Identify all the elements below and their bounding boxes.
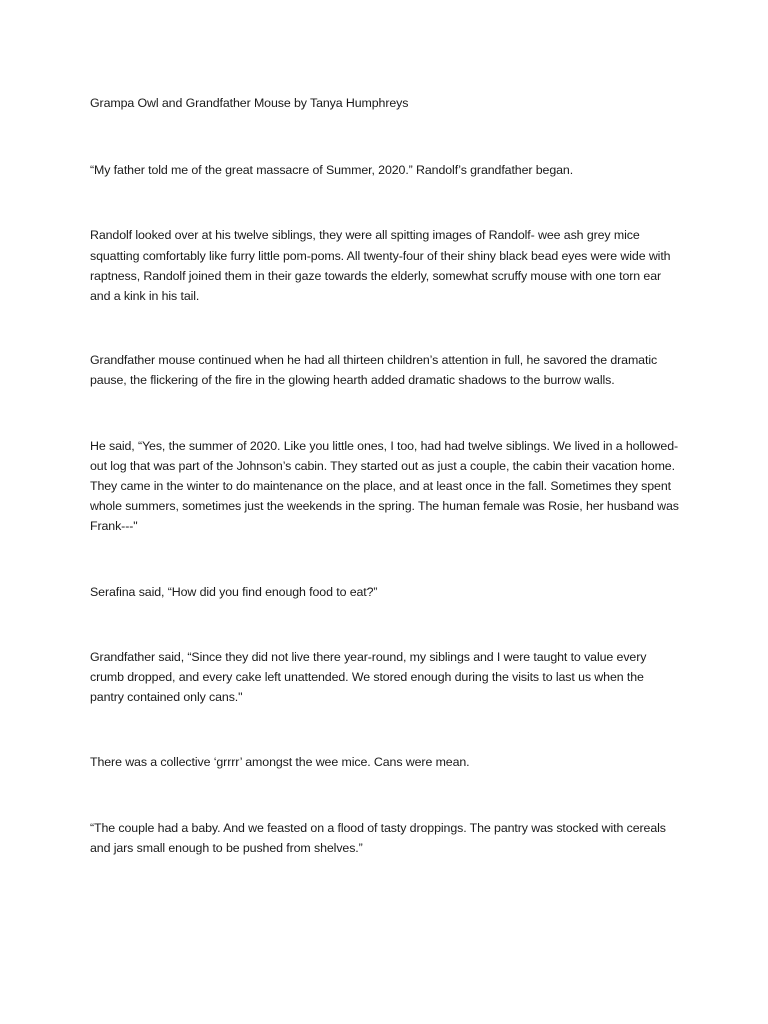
paragraph-1: “My father told me of the great massacre of Summer, 2020.” Randolf’s grandfather began. [90,163,574,178]
paragraph-4: He said, “Yes, the summer of 2020. Like you little ones, I too, had had twelve siblings. We lived in a hollowed-out log that was part of the Johnson’s cabin. They started out as just a couple, the cabin their vacation home. They came in the winter to do maintenance on the place, and at least once in the fall. Sometimes they spent whole summers, sometimes just the weekends in the spring. The human female was Rosie, her husband was Frank---" [90,438,679,534]
paragraph-2: Randolf looked over at his twelve siblings, they were all spitting images of Randolf- wee ash grey mice squatting comfortably like furry little pom-poms. All twenty-four of their shiny black bead eyes were wide with raptness, Randolf joined them in their gaze towards the elderly, somewhat scruffy mouse with one torn ear and a kink in his tail. [90,228,671,304]
paragraph-7: There was a collective ‘grrrr’ amongst the wee mice. Cans were mean. [90,755,470,770]
paragraph-6: Grandfather said, “Since they did not live there year-round, my siblings and I were taught to value every crumb dropped, and every cake left unattended. We stored enough during the visits to last us when the pantry contained only cans." [90,649,647,705]
paragraph-8: “The couple had a baby. And we feasted on a flood of tasty droppings. The pantry was stocked with cereals and jars small enough to be pushed from shelves.” [90,820,666,855]
document-body [90,93,680,858]
document-title: Grampa Owl and Grandfather Mouse by Tanya Humphreys [90,96,409,110]
paragraph-5: Serafina said, “How did you find enough food to eat?” [90,584,378,599]
paragraph-3: Grandfather mouse continued when he had all thirteen children’s attention in full, he savored the dramatic pause, the flickering of the fire in the glowing hearth added dramatic shadows to the burrow walls. [90,353,658,388]
